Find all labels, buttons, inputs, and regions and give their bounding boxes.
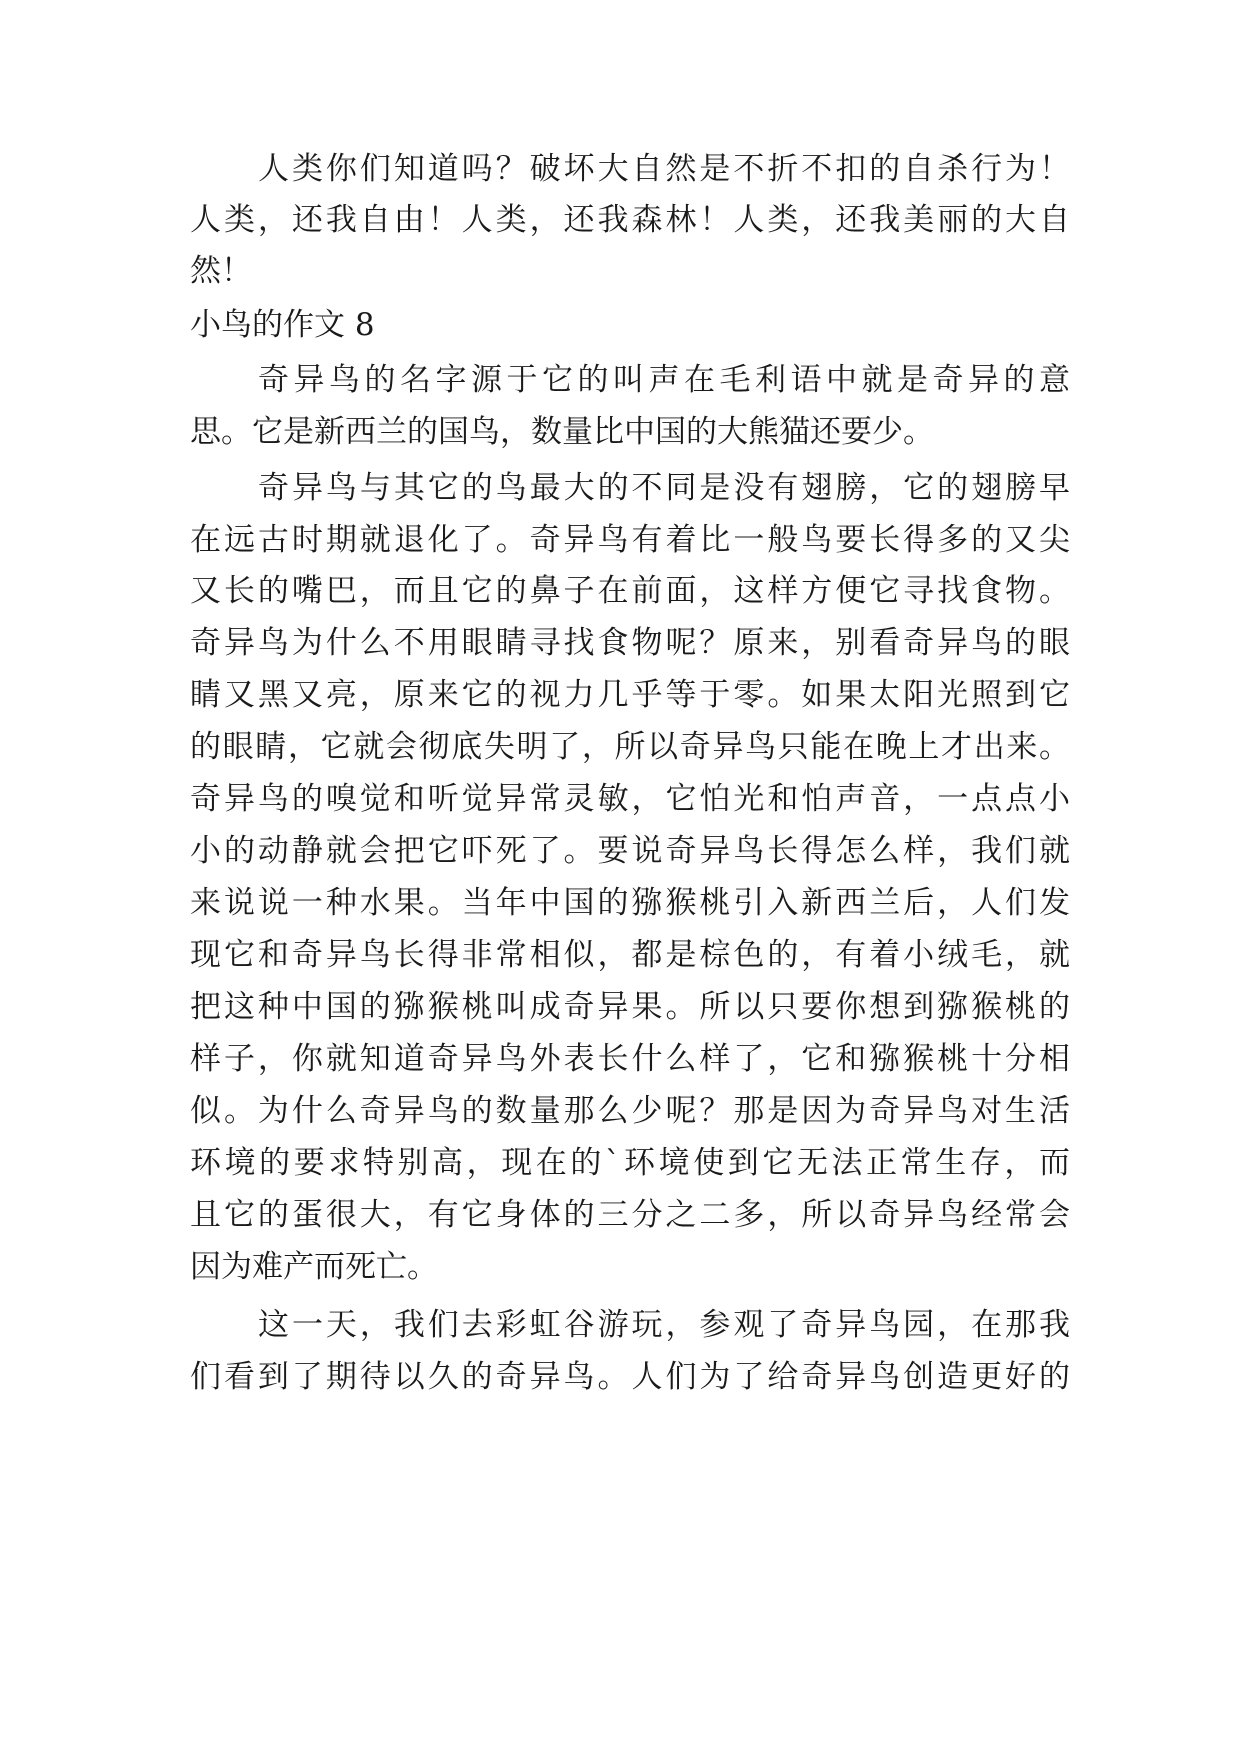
paragraph-line: 奇异鸟为什么不用眼睛寻找食物呢？原来，别看奇异鸟的眼 xyxy=(190,625,1070,661)
paragraph-line: 似。为什么奇异鸟的数量那么少呢？那是因为奇异鸟对生活 xyxy=(190,1093,1070,1129)
paragraph-line: 且它的蛋很大，有它身体的三分之二多，所以奇异鸟经常会 xyxy=(190,1197,1070,1233)
paragraph-line: 奇异鸟与其它的鸟最大的不同是没有翅膀，它的翅膀早 xyxy=(258,470,1070,506)
paragraph-line: 的眼睛，它就会彻底失明了，所以奇异鸟只能在晚上才出来。 xyxy=(190,729,1070,765)
paragraph-line: 环境的要求特别高，现在的`环境使到它无法正常生存，而 xyxy=(190,1145,1070,1181)
paragraph-line: 把这种中国的猕猴桃叫成奇异果。所以只要你想到猕猴桃的 xyxy=(190,989,1070,1025)
paragraph-line: 又长的嘴巴，而且它的鼻子在前面，这样方便它寻找食物。 xyxy=(190,573,1070,609)
paragraph-line: 因为难产而死亡。 xyxy=(190,1249,438,1285)
paragraph-line: 人类你们知道吗？破坏大自然是不折不扣的自杀行为！ xyxy=(258,151,1070,187)
paragraph-line: 睛又黑又亮，原来它的视力几乎等于零。如果太阳光照到它 xyxy=(190,677,1070,713)
paragraph-line: 思。它是新西兰的国鸟，数量比中国的大熊猫还要少。 xyxy=(190,414,934,450)
paragraph-line: 在远古时期就退化了。奇异鸟有着比一般鸟要长得多的又尖 xyxy=(190,522,1070,558)
paragraph-line: 这一天，我们去彩虹谷游玩，参观了奇异鸟园，在那我 xyxy=(258,1307,1070,1343)
paragraph-line: 奇异鸟的名字源于它的叫声在毛利语中就是奇异的意 xyxy=(258,362,1070,398)
paragraph-line: 们看到了期待以久的奇异鸟。人们为了给奇异鸟创造更好的 xyxy=(190,1359,1070,1395)
paragraph-line: 来说说一种水果。当年中国的猕猴桃引入新西兰后，人们发 xyxy=(190,885,1070,921)
paragraph-line: 然！ xyxy=(190,253,252,289)
paragraph-line: 样子，你就知道奇异鸟外表长什么样了，它和猕猴桃十分相 xyxy=(190,1041,1070,1077)
paragraph-line: 现它和奇异鸟长得非常相似，都是棕色的，有着小绒毛，就 xyxy=(190,937,1070,973)
paragraph-line: 人类，还我自由！人类，还我森林！人类，还我美丽的大自 xyxy=(190,202,1070,238)
section-heading: 小鸟的作文 8 xyxy=(190,307,375,343)
paragraph-line: 奇异鸟的嗅觉和听觉异常灵敏，它怕光和怕声音，一点点小 xyxy=(190,781,1070,817)
paragraph-line: 小的动静就会把它吓死了。要说奇异鸟长得怎么样，我们就 xyxy=(190,833,1070,869)
